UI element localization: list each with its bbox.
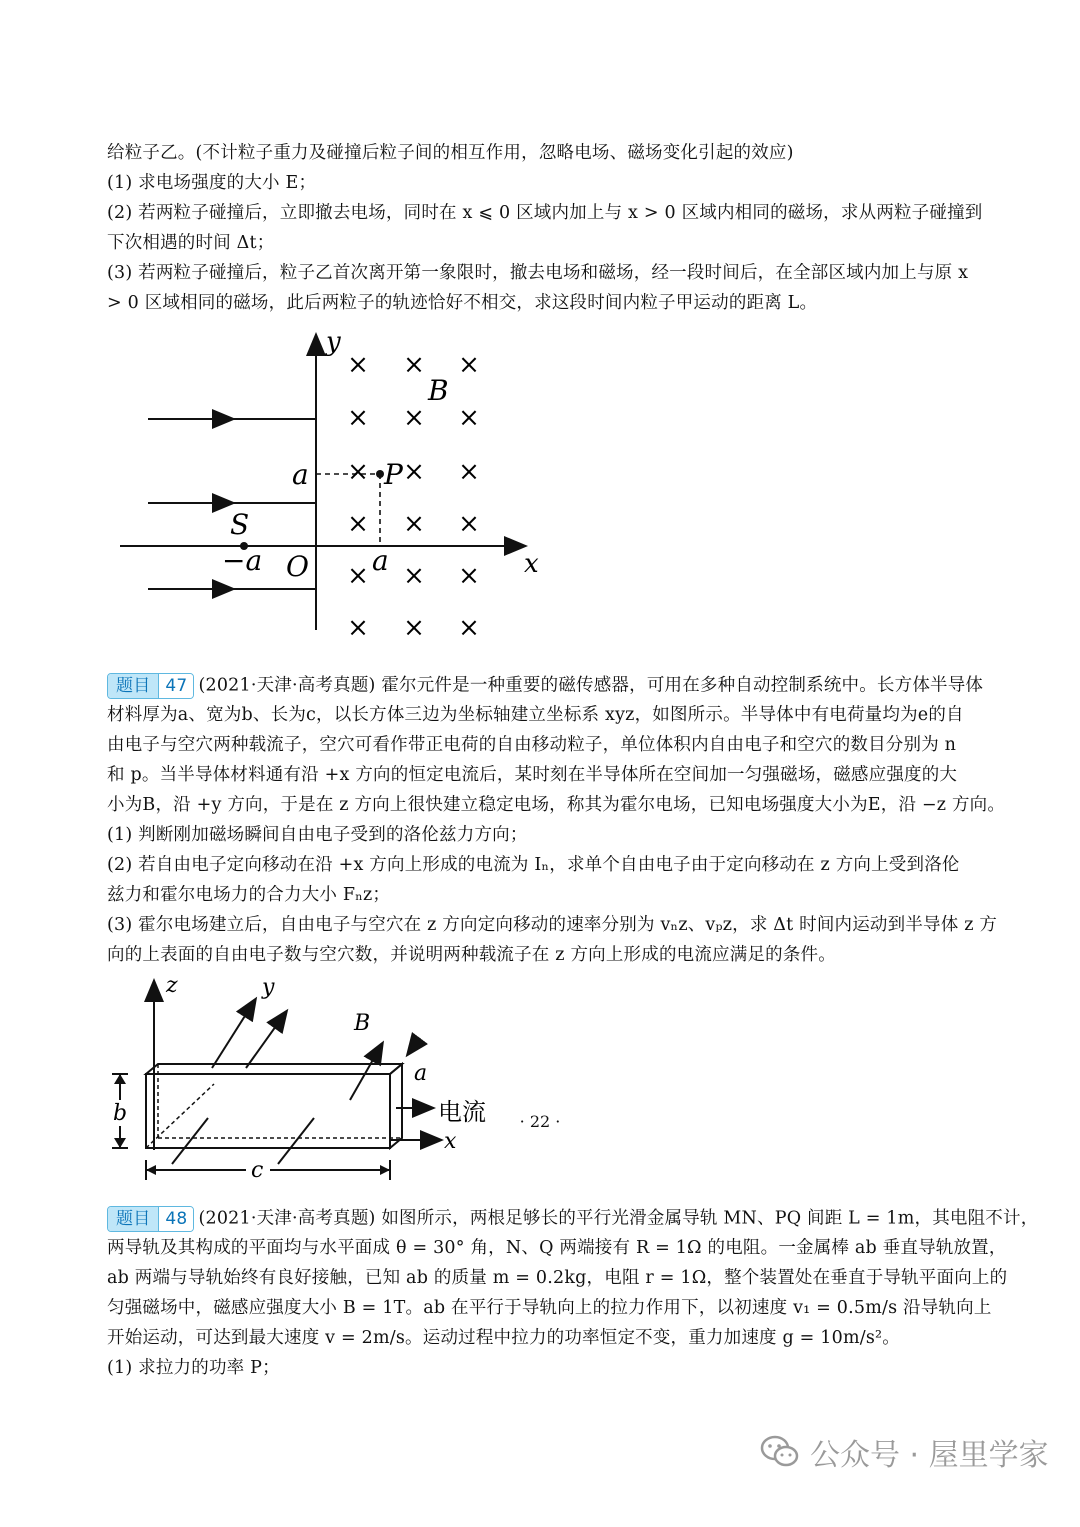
magnetic-crosses: [347, 350, 480, 643]
problem-badge: [107, 673, 194, 699]
point-P: [376, 470, 384, 478]
text-line: (2) 若两粒子碰撞后，立即撤去电场，同时在 x ⩽ 0 区域内加上与 x > 0 区域内相同的磁场，求从两粒子碰撞到: [107, 203, 983, 223]
y-axis-label: y: [262, 975, 275, 1000]
watermark: [760, 1432, 1049, 1472]
label-a-yaxis: a: [292, 458, 309, 491]
field-arrow: [246, 1012, 286, 1068]
text-line: 两导轨及其构成的平面均与水平面成 θ = 30° 角，N、Q 两端接有 R = 1Ω 的电阻。一金属棒 ab 垂直导轨放置，: [107, 1238, 1007, 1258]
text-line: (1) 求拉力的功率 P；: [107, 1358, 280, 1378]
text-line: 材料厚为a、宽为b、长为c，以长方体三边为坐标轴建立坐标系 xyz，如图所示。半导体中有电荷量均为e的自: [107, 705, 964, 725]
text-line: 给粒子乙。(不计粒子重力及碰撞后粒子间的相互作用，忽略电场、磁场变化引起的效应): [107, 143, 794, 163]
b-arrowhead: [114, 1138, 126, 1148]
problem-badge: [107, 1206, 194, 1232]
cross-icon: ×: [458, 350, 480, 380]
badge-label: 题目: [108, 1207, 158, 1231]
cross-icon: ×: [347, 561, 369, 591]
cross-icon: ×: [403, 350, 425, 380]
cross-icon: ×: [458, 613, 480, 643]
x-axis-label: x: [524, 549, 539, 579]
label-B: B: [354, 1011, 371, 1036]
label-b: b: [113, 1101, 128, 1126]
cross-icon: ×: [458, 561, 480, 591]
text-line: (2) 若自由电子定向移动在沿 +x 方向上形成的电流为 Iₙ，求单个自由电子由于定向移动在 z 方向上受到洛伦: [107, 855, 960, 875]
cross-icon: ×: [403, 561, 425, 591]
watermark-text: 公众号 · 屋里学家: [810, 1438, 1049, 1473]
label-B: B: [428, 374, 449, 407]
text-line: 开始运动，可达到最大速度 v = 2m/s。运动过程中拉力的功率恒定不变，重力加速度 g = 10m/s²。: [107, 1328, 900, 1348]
c-arrowhead: [146, 1165, 156, 1175]
wechat-icon: [760, 1435, 800, 1469]
text-line: (3) 若两粒子碰撞后，粒子乙首次离开第一象限时，撤去电场和磁场，经一段时间后，在全部区域内加上与原 x: [107, 263, 969, 283]
badge-number: 48: [158, 1207, 193, 1231]
cross-icon: ×: [403, 613, 425, 643]
cross-icon: ×: [347, 350, 369, 380]
block-top: [146, 1064, 402, 1074]
cross-icon: ×: [347, 613, 369, 643]
y-axis: [212, 1000, 255, 1068]
cross-icon: ×: [403, 457, 425, 487]
text-line: ab 两端与导轨始终有良好接触，已知 ab 的质量 m = 0.2kg，电阻 r = 1Ω，整个装置处在垂直于导轨平面向上的: [107, 1268, 1008, 1288]
label-c: c: [251, 1158, 264, 1183]
cross-icon: ×: [403, 403, 425, 433]
label-a-xaxis: a: [372, 544, 389, 577]
cross-icon: ×: [347, 457, 369, 487]
b-arrowhead: [114, 1074, 126, 1084]
cross-icon: ×: [458, 457, 480, 487]
c-arrowhead: [380, 1165, 390, 1175]
text-line: (1) 判断刚加磁场瞬间自由电子受到的洛伦兹力方向；: [107, 825, 528, 845]
cross-icon: ×: [347, 509, 369, 539]
block-side: [390, 1064, 402, 1148]
field-arrow: [350, 1044, 382, 1100]
y-axis-label: y: [326, 327, 341, 357]
text-line: 由电子与空穴两种载流子，空穴可看作带正电荷的自由移动粒子，单位体积内自由电子和空穴的数目分别为 n: [107, 735, 957, 755]
label-O: O: [286, 550, 309, 583]
page-number: · 22 ·: [519, 1112, 561, 1131]
text-line: [107, 1206, 1038, 1232]
figure-hall-element: [0, 972, 1080, 1187]
cross-icon: ×: [458, 509, 480, 539]
problem-text: (2021·天津·高考真题) 霍尔元件是一种重要的磁传感器，可用在多种自动控制系统中。长方体半导体: [198, 675, 984, 696]
label-a: a: [414, 1061, 428, 1086]
text-line: 和 p。当半导体材料通有沿 +x 方向的恒定电流后，某时刻在半导体所在空间加一匀强磁场，磁感应强度的大: [107, 765, 958, 785]
text-line: (1) 求电场强度的大小 E；: [107, 173, 317, 193]
text-line: 向的上表面的自由电子数与空穴数，并说明两种载流子在 z 方向上形成的电流应满足的条件。: [107, 945, 836, 965]
cross-icon: ×: [458, 403, 480, 433]
badge-number: 47: [158, 674, 193, 698]
text-line: 下次相遇的时间 Δt；: [107, 233, 275, 253]
text-line: 匀强磁场中，磁感应强度大小 B = 1T。ab 在平行于导轨向上的拉力作用下，以初速度 v₁ = 0.5m/s 沿导轨向上: [107, 1298, 992, 1318]
label-P: P: [384, 458, 403, 491]
z-axis-label: z: [166, 973, 178, 998]
figure-field-diagram: [0, 320, 1080, 650]
text-line: > 0 区域相同的磁场，此后两粒子的轨迹恰好不相交，求这段时间内粒子甲运动的距离 L。: [107, 293, 818, 313]
badge-label: 题目: [108, 674, 158, 698]
a-marker: [408, 1038, 420, 1054]
problem-text: (2021·天津·高考真题) 如图所示，两根足够长的平行光滑金属导轨 MN、PQ 间距 L = 1m，其电阻不计，: [198, 1208, 1039, 1229]
label-current: 电流: [438, 1098, 486, 1126]
cross-icon: ×: [347, 403, 369, 433]
text-line: (3) 霍尔电场建立后，自由电子与空穴在 z 方向定向移动的速率分别为 vₙz、vₚz，求 Δt 时间内运动到半导体 z 方: [107, 915, 998, 935]
text-line: 兹力和霍尔电场力的合力大小 Fₙz；: [107, 885, 391, 905]
x-axis-label: x: [444, 1129, 457, 1154]
label-S: S: [230, 508, 250, 541]
text-line: [107, 673, 983, 699]
block-front: [146, 1074, 390, 1148]
cross-icon: ×: [403, 509, 425, 539]
label-neg-a: −a: [222, 544, 263, 577]
text-line: 小为B，沿 +y 方向，于是在 z 方向上很快建立稳定电场，称其为霍尔电场，已知电场强度大小为E，沿 −z 方向。: [107, 795, 1006, 815]
